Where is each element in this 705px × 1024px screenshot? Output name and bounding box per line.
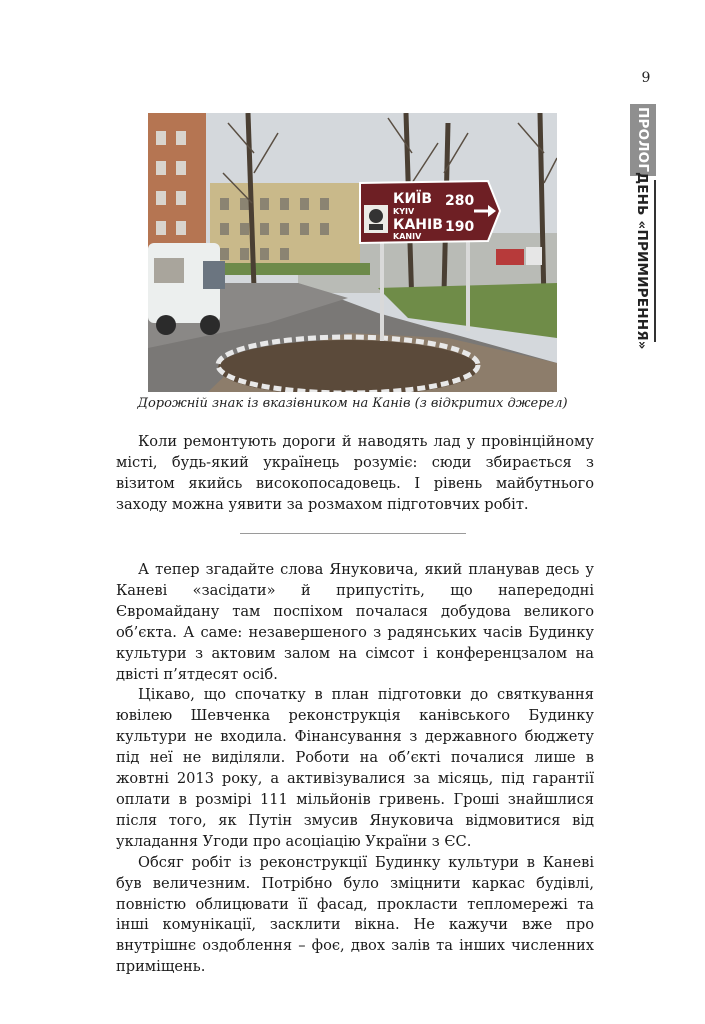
chapter-label: [630, 104, 656, 176]
paragraph: Цікаво, що спочатку в план підготовки до святкування ювілею Шевченка реконструкція канівського Будинку культури не входила. Фінансування з державного бюджету під неї не виділяли. Роботи на об’єкті почалися лише в жовтні 2013 року, а активізувалися за місяць, під гарантії оплати в розмірі 111 мільйонів гривень. Гроші знайшлися після того, як Путін змусив Януковича відмовитися від укладання Угоди про асоціацію України з ЄС.: [116, 686, 594, 850]
sign-line2-city: КАНІВ: [393, 217, 443, 233]
paragraph: А тепер згадайте слова Януковича, який планував десь у Каневі «засідати» й припустіть, що напередодні Євромайдану там поспіхом почалася добудова великого об’єкта. А саме: незавершеного з радянських часів Будинку культури з актовим залом на сімсот і конференцзалом на двісті п’ятдесят осіб.: [116, 561, 594, 683]
sign-line2-distance: 190: [445, 219, 475, 235]
paragraph: Обсяг робіт із реконструкції Будинку культури в Каневі був величезним. Потрібно було зміцнити каркас будівлі, повністю облицювати її фасад, прокласти тепломережі та інші комунікації, засклити вікна. Не кажучи вже про внутрішнє оздоблення – фоє, двох залів та інших численних приміщень.: [116, 853, 594, 976]
lead-text: [116, 432, 594, 516]
road-sign-photo: [148, 113, 557, 392]
figure-caption: Дорожній знак із вказівником на Канів (з відкритих джерел): [137, 396, 568, 411]
running-header-tab: [630, 104, 656, 350]
chapter-title: [630, 172, 656, 350]
main-text: [116, 560, 594, 978]
sign-line2-latin: KANIV: [393, 232, 422, 241]
sign-line1-city: КИЇВ: [393, 191, 433, 207]
chapter-label-text: ПРОЛОГ: [635, 107, 651, 173]
section-separator: [240, 533, 466, 534]
page-number: 9: [641, 70, 651, 86]
sign-line1-distance: 280: [445, 193, 475, 209]
chapter-title-text: ДЕНЬ «ПРИМИРЕННЯ»: [634, 172, 650, 350]
lead-paragraph: Коли ремонтують дороги й наводять лад у провінційному місті, будь-який українець розуміє: сюди збирається з візитом якийсь високопосадовець. І рівень майбутнього заходу можна уявити за розмахом підготовчих робіт.: [116, 433, 594, 513]
sign-line1-latin: KYIV: [393, 207, 415, 216]
